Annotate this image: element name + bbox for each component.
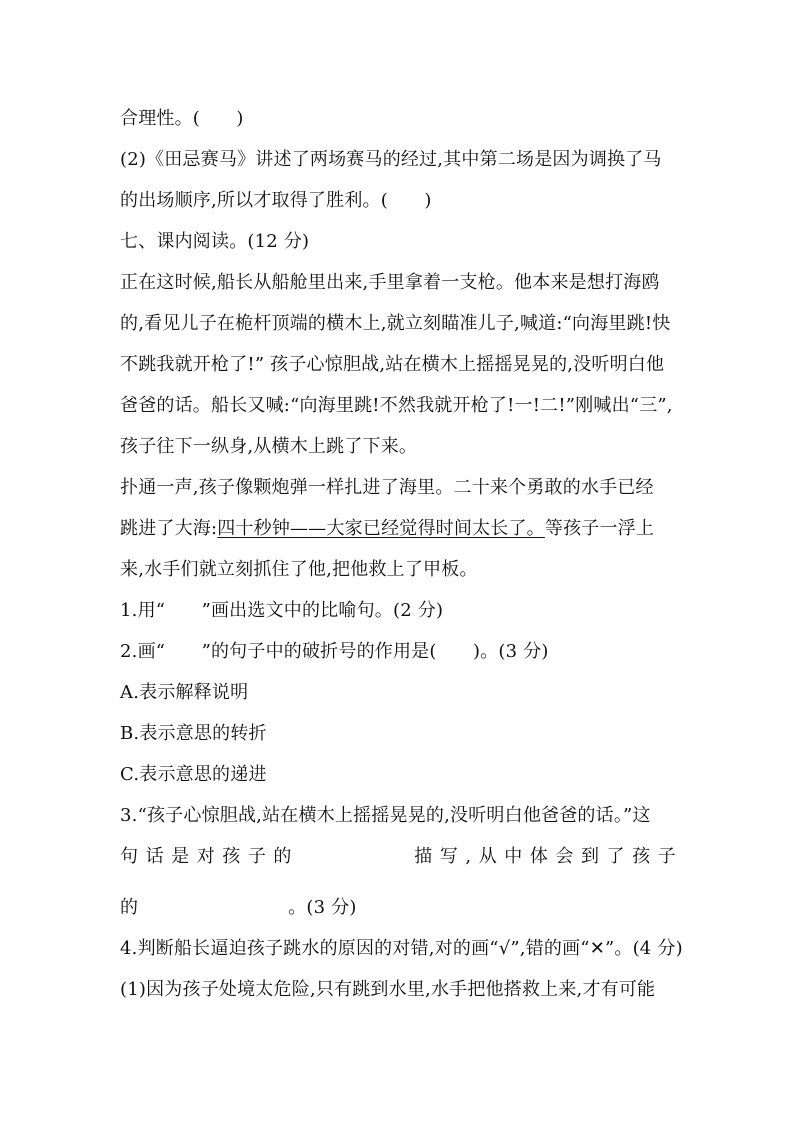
- question-3: 3.“孩子心惊胆战,站在横木上摇摇晃晃的,没听明白他爸爸的话。”这: [120, 805, 651, 826]
- passage-line-6: 扑通一声,孩子像颗炮弹一样扎进了海里。二十来个勇敢的水手已经: [120, 477, 654, 498]
- passage-line-7: 跳进了大海:四十秒钟——大家已经觉得时间太长了。等孩子一浮上: [120, 518, 655, 539]
- underlined-sentence: 四十秒钟——大家已经觉得时间太长了。: [217, 518, 545, 539]
- question-3-fill-line-2: 的 。(3 分): [120, 897, 357, 918]
- option-c: C.表示意思的递进: [120, 764, 267, 785]
- passage-line-5: 孩子往下一纵身,从横木上跳了下来。: [120, 436, 418, 457]
- question-1: 1.用“ ”画出选文中的比喻句。(2 分): [120, 600, 444, 621]
- passage-line-1: 正在这时候,船长从船舱里出来,手里拿着一支枪。他本来是想打海鸥: [120, 272, 660, 293]
- option-b: B.表示意思的转折: [120, 723, 267, 744]
- question-4: 4.判断船长逼迫孩子跳水的原因的对错,对的画“√”,错的画“✕”。(4 分): [120, 938, 683, 959]
- passage-line-4: 爸爸的话。船长又喊:“向海里跳!不然我就开枪了!一!二!”刚喊出“三”,: [120, 395, 673, 416]
- question-3-fill-line-1: 句 话 是 对 孩 子 的 描 写 , 从 中 体 会 到 了 孩 子: [120, 846, 676, 867]
- text-line-1: 合理性。( ): [120, 108, 244, 129]
- passage-line-2: 的,看见儿子在桅杆顶端的横木上,就立刻瞄准儿子,喊道:“向海里跳!快: [120, 313, 671, 334]
- option-a: A.表示解释说明: [120, 682, 249, 703]
- passage-line-8: 来,水手们就立刻抓住了他,把他救上了甲板。: [120, 559, 478, 580]
- text-line-2: (2)《田忌赛马》讲述了两场赛马的经过,其中第二场是因为调换了马: [120, 149, 662, 170]
- answer-blank-1[interactable]: [299, 845, 407, 869]
- text-line-3: 的出场顺序,所以才取得了胜利。( ): [120, 190, 432, 211]
- section-heading-reading: 七、课内阅读。(12 分): [120, 231, 310, 252]
- question-2: 2.画“ ”的句子中的破折号的作用是( )。(3 分): [120, 641, 549, 662]
- question-4-item-1: (1)因为孩子处境太危险,只有跳到水里,水手把他搭救上来,才有可能: [120, 979, 656, 1000]
- passage-line-3: 不跳我就开枪了!” 孩子心惊胆战,站在横木上摇摇晃晃的,没听明白他: [120, 354, 665, 375]
